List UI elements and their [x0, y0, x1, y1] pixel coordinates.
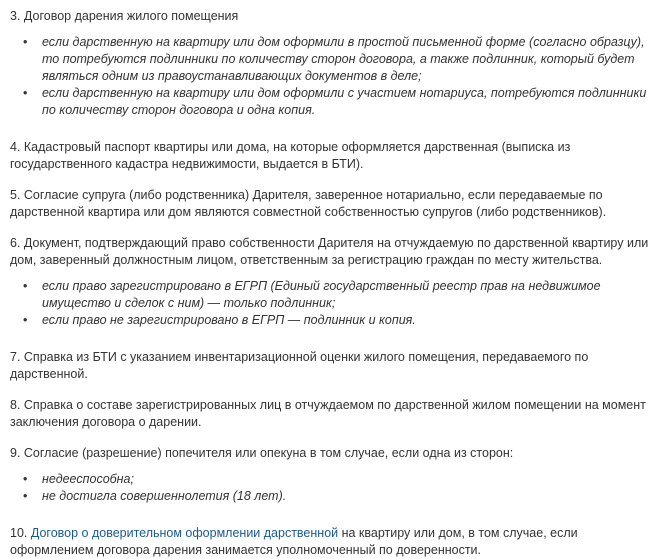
item-10-suffix: на квартиру или дом, в том случае, если оформлением договора дарения занимается уполномоченный по доверенности.	[10, 526, 578, 557]
item-7-paragraph: 7. Справка из БТИ с указанием инвентаризационной оценки жилого помещения, передаваемого по дарственной.	[10, 350, 589, 381]
item-10-paragraph	[10, 525, 649, 559]
item-5-paragraph: 5. Согласие супруга (либо родственника) Дарителя, заверенное нотариально, если передаваемые по дарственной квартира или дом являются совместной собственностью супругов (либо родственников).	[10, 188, 607, 219]
list-item-text: недееспособна;	[42, 472, 134, 486]
list-item	[10, 471, 649, 488]
list-item-text: если право не зарегистрировано в ЕГРП — подлинник и копия.	[42, 313, 416, 327]
item-3-heading: 3. Договор дарения жилого помещения	[10, 9, 239, 23]
item-6-heading: 6. Документ, подтверждающий право собственности Дарителя на отчуждаемую по дарственной квартиру или дом, заверенный должностным лицом, ответственным за регистрацию граждан по месту жительства.	[10, 236, 649, 267]
bullet-icon: •	[23, 35, 28, 49]
list-item	[10, 34, 649, 85]
list-item	[10, 278, 649, 312]
item-6-list	[10, 278, 649, 329]
list-item	[10, 312, 649, 329]
item-9-list	[10, 471, 649, 505]
item-3-list	[10, 34, 649, 119]
list-item-text: если право зарегистрировано в ЕГРП (Единый государственный реестр прав на недвижимое имущество и сделок с ним) — только подлинник;	[42, 279, 601, 310]
bullet-icon: •	[23, 313, 28, 327]
bullet-icon: •	[23, 489, 28, 503]
bullet-icon: •	[23, 279, 28, 293]
trust-agreement-link[interactable]: Договор о доверительном оформлении дарственной	[30, 526, 339, 540]
list-item-text: не достигла совершеннолетия (18 лет).	[42, 489, 287, 503]
item-4-paragraph: 4. Кадастровый паспорт квартиры или дома, на которые оформляется дарственная (выписка из государственного кадастра недвижимости, выдается в БТИ).	[10, 140, 571, 171]
bullet-icon: •	[23, 472, 28, 486]
list-item-text: если дарственную на квартиру или дом оформили с участием нотариуса, потребуются подлинники по количеству сторон договора и одна копия.	[42, 86, 647, 117]
item-9-heading: 9. Согласие (разрешение) попечителя или опекуна в том случае, если одна из сторон:	[10, 446, 514, 460]
list-item	[10, 85, 649, 119]
bullet-icon: •	[23, 86, 28, 100]
item-8-paragraph: 8. Справка о составе зарегистрированных лиц в отчуждаемом по дарственной жилом помещении на момент заключения договора о дарении.	[10, 398, 646, 429]
item-10-prefix: 10.	[10, 526, 31, 540]
list-item	[10, 488, 649, 505]
list-item-text: если дарственную на квартиру или дом оформили в простой письменной форме (согласно образцу), то потребуются подлинники по количеству сторон договора, а также подлинник, который будет являться одним из правоустанавливающих документов в деле;	[42, 35, 645, 83]
